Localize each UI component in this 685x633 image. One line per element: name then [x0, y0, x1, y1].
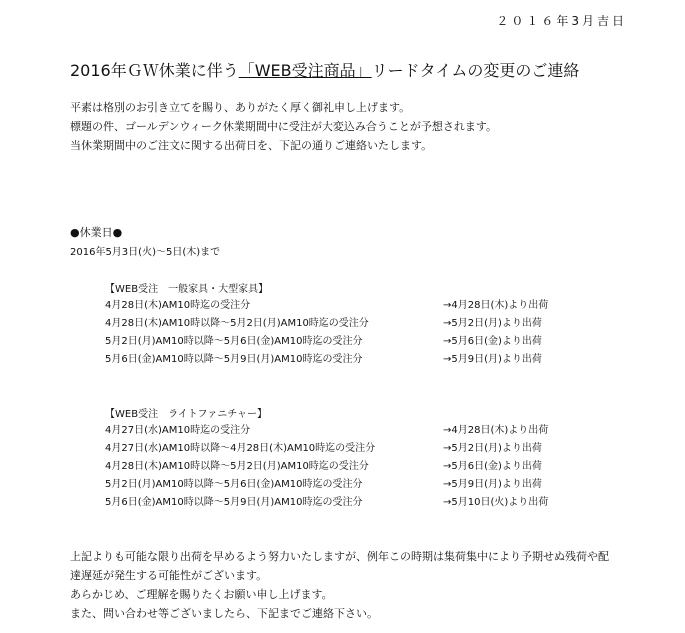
schedule-row: [105, 296, 549, 314]
holiday-range: 2016年5月3日(火)～5日(木)まで: [70, 247, 221, 258]
ship-date: →4月28日(木)より出荷: [443, 425, 549, 436]
order-cutoff: 4月27日(水)AM10時以降～4月28日(木)AM10時迄の受注分: [105, 443, 376, 454]
schedule-heading: 【WEB受注 一般家具・大型家具】: [105, 284, 269, 295]
ship-date: →5月9日(月)より出荷: [443, 479, 542, 490]
order-cutoff: 4月27日(水)AM10時迄の受注分: [105, 425, 251, 436]
order-cutoff: 4月28日(木)AM10時以降～5月2日(月)AM10時迄の受注分: [105, 318, 369, 329]
schedule-row: [105, 421, 549, 439]
title-suffix: リードタイムの変更のご連絡: [371, 61, 580, 80]
intro-paragraph: [70, 98, 497, 155]
schedule-row: [105, 314, 542, 332]
ship-date: →5月10日(火)より出荷: [443, 497, 549, 508]
order-cutoff: 5月2日(月)AM10時以降～5月6日(金)AM10時迄の受注分: [105, 336, 363, 347]
ship-date: →5月9日(月)より出荷: [443, 354, 542, 365]
order-cutoff: 4月28日(木)AM10時迄の受注分: [105, 300, 251, 311]
footer-line: 達遅延が発生する可能性がございます。: [70, 569, 268, 582]
schedule-light-furniture: [105, 405, 549, 511]
schedule-row: [105, 475, 542, 493]
ship-date: →4月28日(木)より出荷: [443, 300, 549, 311]
schedule-row: [105, 350, 542, 368]
footer-paragraph: [70, 547, 609, 623]
ship-date: →5月6日(金)より出荷: [443, 461, 542, 472]
footer-line: また、問い合わせ等ございましたら、下記までご連絡下さい。: [70, 607, 378, 620]
ship-date: →5月2日(月)より出荷: [443, 318, 542, 329]
order-cutoff: 5月6日(金)AM10時以降～5月9日(月)AM10時迄の受注分: [105, 354, 363, 365]
order-cutoff: 4月28日(木)AM10時以降～5月2日(月)AM10時迄の受注分: [105, 461, 369, 472]
page-title: [70, 58, 579, 81]
schedule-row: [105, 457, 542, 475]
holiday-heading: ●休業日●: [70, 226, 123, 239]
ship-date: →5月2日(月)より出荷: [443, 443, 542, 454]
footer-line: 上記よりも可能な限り出荷を早めるよう努力いたしますが、例年この時期は集荷集中により予期せぬ残荷や配: [70, 550, 609, 563]
intro-line: 当休業期間中のご注文に関する出荷日を、下記の通りご連絡いたします。: [70, 139, 433, 152]
schedule-row: [105, 493, 549, 511]
ship-date: →5月6日(金)より出荷: [443, 336, 542, 347]
order-cutoff: 5月6日(金)AM10時以降～5月9日(月)AM10時迄の受注分: [105, 497, 363, 508]
title-prefix: 2016年ＧＷ休業に伴う: [70, 61, 239, 80]
title-highlight: 「WEB受注商品」: [238, 61, 372, 80]
schedule-general-furniture: [105, 280, 549, 368]
intro-line: 標題の件、ゴールデンウィーク休業期間中に受注が大変込み合うことが予想されます。: [70, 120, 498, 133]
footer-line: あらかじめ、ご理解を賜りたくお願い申し上げます。: [70, 588, 333, 601]
schedule-heading: 【WEB受注 ライトファニチャー】: [105, 409, 267, 420]
intro-line: 平素は格別のお引き立てを賜り、ありがたく厚く御礼申し上げます。: [70, 101, 411, 114]
notice-date: ２０１６年3月吉日: [496, 14, 627, 28]
order-cutoff: 5月2日(月)AM10時以降～5月6日(金)AM10時迄の受注分: [105, 479, 363, 490]
schedule-row: [105, 439, 542, 457]
schedule-row: [105, 332, 542, 350]
